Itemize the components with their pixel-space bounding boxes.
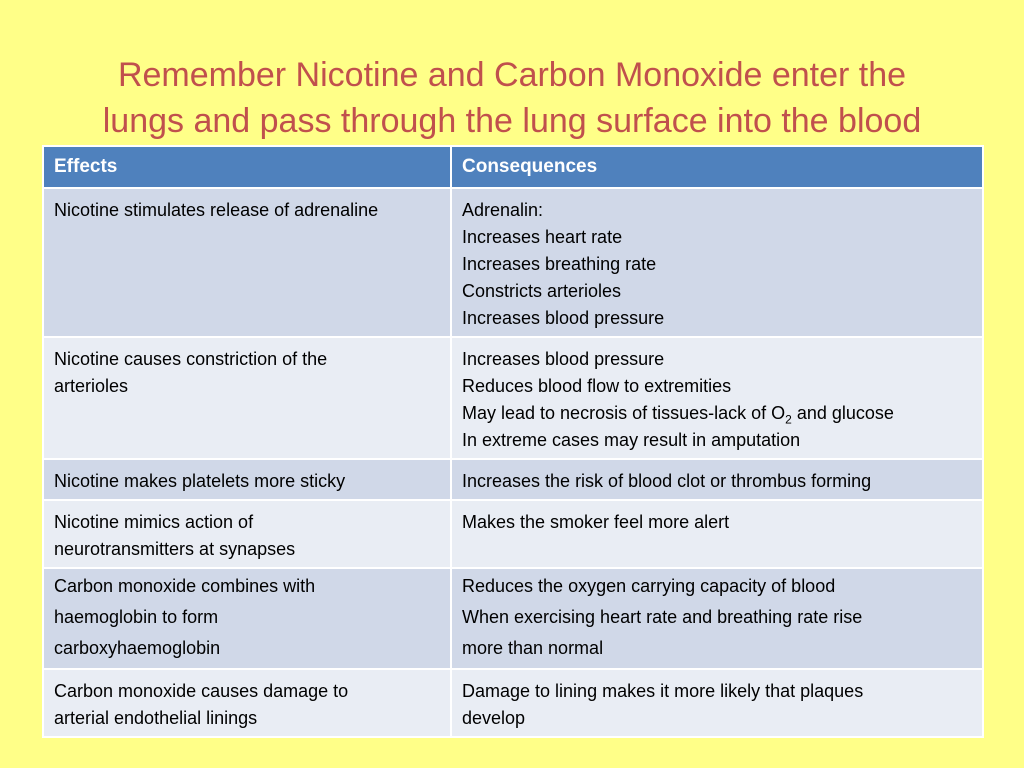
consequence-text: Makes the smoker feel more alert xyxy=(462,512,730,532)
subscript-2: 2 xyxy=(785,412,792,427)
slide-title-line-1: Remember Nicotine and Carbon Monoxide enter the xyxy=(117,56,907,94)
table-row xyxy=(43,459,983,500)
effect-text: arterioles xyxy=(54,376,129,396)
consequence-text: Increases blood pressure xyxy=(462,308,665,328)
effect-text: Nicotine mimics action of xyxy=(54,512,254,532)
consequence-cell xyxy=(451,500,983,568)
consequence-text: When exercising heart rate and breathing rate rise xyxy=(462,607,863,627)
effect-text: arterial endothelial linings xyxy=(54,708,258,728)
effect-cell xyxy=(43,188,451,337)
effect-cell xyxy=(43,337,451,459)
table-row xyxy=(43,669,983,737)
table-row xyxy=(43,188,983,337)
effect-cell xyxy=(43,669,451,737)
header-effects: Effects xyxy=(43,146,451,188)
effect-cell xyxy=(43,500,451,568)
slide-title xyxy=(40,52,984,144)
consequence-text: more than normal xyxy=(462,638,604,658)
consequence-text: Increases blood pressure xyxy=(462,349,665,369)
effect-text: haemoglobin to form xyxy=(54,607,219,627)
slide-title-line-2: lungs and pass through the lung surface into the blood xyxy=(102,102,922,140)
effect-text: carboxyhaemoglobin xyxy=(54,638,221,658)
header-consequences: Consequences xyxy=(451,146,983,188)
consequence-text: Increases the risk of blood clot or thrombus forming xyxy=(462,471,872,491)
table-header-row xyxy=(43,146,983,188)
consequence-text: Adrenalin: xyxy=(462,200,544,220)
effect-cell xyxy=(43,459,451,500)
consequence-text: Reduces the oxygen carrying capacity of blood xyxy=(462,576,836,596)
table-row xyxy=(43,500,983,568)
consequence-cell xyxy=(451,568,983,669)
effect-text: Nicotine makes platelets more sticky xyxy=(54,471,346,491)
consequence-text: Increases breathing rate xyxy=(462,254,657,274)
consequence-text: May lead to necrosis of tissues-lack of O xyxy=(462,403,786,423)
consequence-cell xyxy=(451,337,983,459)
effect-text: neurotransmitters at synapses xyxy=(54,539,296,559)
consequence-text: Constricts arterioles xyxy=(462,281,622,301)
consequence-cell xyxy=(451,459,983,500)
table-row xyxy=(43,568,983,669)
consequence-text: Reduces blood flow to extremities xyxy=(462,376,732,396)
effect-text: Carbon monoxide combines with xyxy=(54,576,316,596)
consequence-text-with-subscript xyxy=(462,400,972,427)
consequence-text: Damage to lining makes it more likely that plaques xyxy=(462,681,864,701)
effects-consequences-table xyxy=(42,145,984,738)
consequence-text: and glucose xyxy=(791,403,894,423)
effect-text: Nicotine causes constriction of the xyxy=(54,349,328,369)
effect-text: Nicotine stimulates release of adrenaline xyxy=(54,200,379,220)
consequence-cell xyxy=(451,669,983,737)
consequence-text: Increases heart rate xyxy=(462,227,623,247)
table-row xyxy=(43,337,983,459)
consequence-text: In extreme cases may result in amputation xyxy=(462,430,801,450)
effect-text: Carbon monoxide causes damage to xyxy=(54,681,349,701)
effect-cell xyxy=(43,568,451,669)
consequence-text: develop xyxy=(462,708,526,728)
consequence-cell xyxy=(451,188,983,337)
